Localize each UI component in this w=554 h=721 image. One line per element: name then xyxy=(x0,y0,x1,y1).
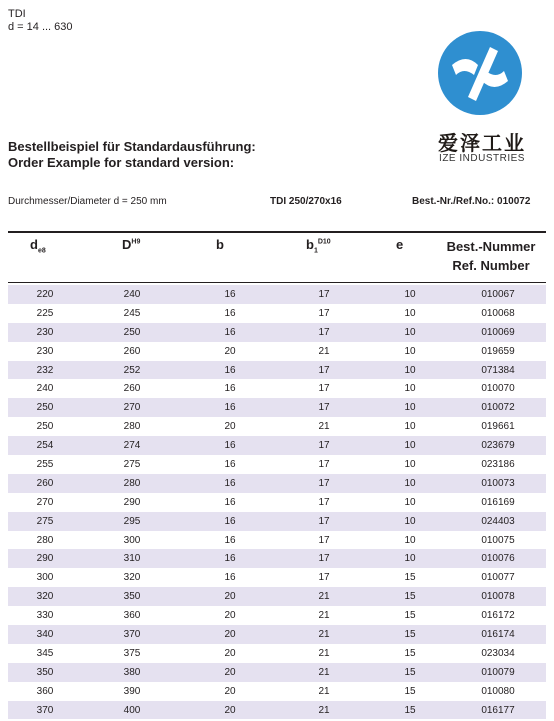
table-cell: 275 xyxy=(123,458,141,470)
example-diameter: Durchmesser/Diameter d = 250 mm xyxy=(8,196,167,207)
table-cell: 260 xyxy=(123,345,141,357)
header-d: $d_{e8}$ xyxy=(30,237,46,255)
table-cell: 16 xyxy=(182,512,278,531)
table-cell: 010076 xyxy=(450,549,546,568)
table-cell: 280 xyxy=(82,474,182,493)
table-cell: 10 xyxy=(370,285,450,304)
table-row xyxy=(8,436,546,455)
table-cell: 17 xyxy=(278,285,370,304)
table-cell: 023034 xyxy=(481,647,515,659)
table-cell: 21 xyxy=(278,663,370,682)
table-cell: 17 xyxy=(278,323,370,342)
table-cell: 340 xyxy=(8,625,82,644)
table-header-rule xyxy=(8,282,546,283)
table-cell: 290 xyxy=(8,549,82,568)
table-cell: 21 xyxy=(278,625,370,644)
example-ref-no: Best.-Nr./Ref.No.: 010072 xyxy=(412,196,531,207)
product-name: TDI xyxy=(8,8,26,20)
table-row xyxy=(8,606,546,625)
table-cell: 010070 xyxy=(481,383,515,395)
table-cell: 10 xyxy=(404,496,416,508)
table-cell: 375 xyxy=(123,647,141,659)
table-cell: 16 xyxy=(224,534,236,546)
table-cell: 400 xyxy=(82,701,182,720)
brand-name-en: IZE INDUSTRIES xyxy=(439,153,525,164)
table-cell: 019661 xyxy=(481,421,515,433)
table-cell: 10 xyxy=(404,534,416,546)
table-cell: 260 xyxy=(123,383,141,395)
table-cell: 15 xyxy=(370,587,450,606)
table-cell: 21 xyxy=(318,610,330,622)
table-row xyxy=(8,549,546,568)
table-row xyxy=(8,587,546,606)
table-cell: 20 xyxy=(182,625,278,644)
table-cell: 320 xyxy=(8,587,82,606)
ize-logo-icon xyxy=(438,31,522,115)
table-cell: 300 xyxy=(123,534,141,546)
table-cell: 270 xyxy=(82,398,182,417)
table-cell: 20 xyxy=(224,647,236,659)
table-cell: 230 xyxy=(8,323,82,342)
table-cell: 20 xyxy=(224,685,236,697)
table-cell: 15 xyxy=(404,572,416,584)
table-cell: 360 xyxy=(36,685,54,697)
table-row xyxy=(8,398,546,417)
table-cell: 310 xyxy=(82,549,182,568)
table-cell: 016177 xyxy=(450,701,546,720)
table-cell: 10 xyxy=(370,361,450,380)
table-cell: 010080 xyxy=(481,685,515,697)
heading-german: Bestellbeispiel für Standardausführung: xyxy=(8,139,256,154)
table-row xyxy=(8,285,546,304)
table-cell: 330 xyxy=(36,610,54,622)
table-cell: 16 xyxy=(182,398,278,417)
table-cell: 21 xyxy=(318,685,330,697)
table-cell: 10 xyxy=(370,398,450,417)
table-cell: 016172 xyxy=(481,610,515,622)
product-range: d = 14 ... 630 xyxy=(8,21,73,33)
table-cell: 16 xyxy=(182,285,278,304)
table-cell: 071384 xyxy=(450,361,546,380)
table-cell: 370 xyxy=(8,701,82,720)
table-row xyxy=(8,663,546,682)
table-cell: 019659 xyxy=(481,345,515,357)
table-cell: 250 xyxy=(82,323,182,342)
table-cell: 023679 xyxy=(450,436,546,455)
table-cell: 10 xyxy=(370,436,450,455)
table-cell: 16 xyxy=(182,549,278,568)
table-cell: 16 xyxy=(182,436,278,455)
table-cell: 15 xyxy=(404,610,416,622)
table-cell: 10 xyxy=(404,421,416,433)
table-row xyxy=(8,682,546,701)
table-cell: 15 xyxy=(370,625,450,644)
table-cell: 10 xyxy=(370,323,450,342)
table-cell: 15 xyxy=(370,663,450,682)
table-cell: 360 xyxy=(123,610,141,622)
table-cell: 16 xyxy=(182,474,278,493)
table-row xyxy=(8,455,546,474)
header-D: $D^{H9}$ xyxy=(122,237,141,252)
table-row xyxy=(8,323,546,342)
table-cell: 20 xyxy=(224,345,236,357)
table-cell: 370 xyxy=(82,625,182,644)
table-row xyxy=(8,493,546,512)
brand-name-cn: 爱泽工业 xyxy=(438,131,526,155)
table-cell: 17 xyxy=(278,549,370,568)
table-cell: 010075 xyxy=(481,534,515,546)
table-cell: 260 xyxy=(8,474,82,493)
table-cell: 016174 xyxy=(450,625,546,644)
table-cell: 10 xyxy=(404,345,416,357)
table-top-rule xyxy=(8,231,546,233)
table-cell: 010079 xyxy=(450,663,546,682)
table-cell: 240 xyxy=(36,383,54,395)
table-cell: 274 xyxy=(82,436,182,455)
table-cell: 17 xyxy=(278,512,370,531)
table-cell: 345 xyxy=(36,647,54,659)
table-cell: 16 xyxy=(224,383,236,395)
table-cell: 240 xyxy=(82,285,182,304)
header-b1: $b_1^{D10}$ xyxy=(306,237,331,255)
table-row xyxy=(8,625,546,644)
table-cell: 010078 xyxy=(450,587,546,606)
order-example-heading xyxy=(8,139,256,171)
table-cell: 010077 xyxy=(481,572,515,584)
table-cell: 270 xyxy=(36,496,54,508)
table-cell: 380 xyxy=(82,663,182,682)
table-cell: 15 xyxy=(404,647,416,659)
table-row xyxy=(8,568,546,587)
table-cell: 023186 xyxy=(481,458,515,470)
table-cell: 016169 xyxy=(481,496,515,508)
table-row xyxy=(8,304,546,323)
table-cell: 10 xyxy=(404,307,416,319)
table-cell: 010069 xyxy=(450,323,546,342)
table-cell: 16 xyxy=(182,361,278,380)
table-cell: 21 xyxy=(318,345,330,357)
table-cell: 320 xyxy=(123,572,141,584)
table-cell: 350 xyxy=(8,663,82,682)
table-cell: 225 xyxy=(36,307,54,319)
table-cell: 250 xyxy=(36,421,54,433)
header-b: b xyxy=(216,237,224,252)
table-cell: 10 xyxy=(370,474,450,493)
table-cell: 230 xyxy=(36,345,54,357)
table-cell: 295 xyxy=(82,512,182,531)
table-cell: 15 xyxy=(370,701,450,720)
table-cell: 16 xyxy=(224,572,236,584)
table-cell: 220 xyxy=(8,285,82,304)
table-cell: 280 xyxy=(36,534,54,546)
table-cell: 17 xyxy=(318,572,330,584)
heading-english: Order Example for standard version: xyxy=(8,155,235,170)
table-row xyxy=(8,342,546,361)
table-cell: 16 xyxy=(224,496,236,508)
table-row xyxy=(8,531,546,550)
table-row xyxy=(8,361,546,380)
table-cell: 16 xyxy=(182,323,278,342)
table-cell: 010067 xyxy=(450,285,546,304)
table-row xyxy=(8,701,546,720)
table-cell: 21 xyxy=(318,421,330,433)
table-cell: 17 xyxy=(278,361,370,380)
table-cell: 024403 xyxy=(450,512,546,531)
table-cell: 16 xyxy=(224,307,236,319)
table-cell: 255 xyxy=(36,458,54,470)
table-cell: 15 xyxy=(404,685,416,697)
table-row xyxy=(8,417,546,436)
table-cell: 21 xyxy=(318,647,330,659)
table-cell: 290 xyxy=(123,496,141,508)
table-cell: 245 xyxy=(123,307,141,319)
table-cell: 010068 xyxy=(481,307,515,319)
table-cell: 16 xyxy=(224,458,236,470)
table-cell: 17 xyxy=(278,398,370,417)
table-cell: 10 xyxy=(370,512,450,531)
example-type: TDI 250/270x16 xyxy=(270,196,342,207)
dimension-table-body xyxy=(8,285,546,719)
table-cell: 10 xyxy=(404,458,416,470)
table-cell: 17 xyxy=(278,436,370,455)
table-cell: 17 xyxy=(318,496,330,508)
table-cell: 17 xyxy=(318,307,330,319)
table-cell: 17 xyxy=(318,383,330,395)
table-cell: 17 xyxy=(278,474,370,493)
table-cell: 252 xyxy=(82,361,182,380)
table-row xyxy=(8,512,546,531)
table-cell: 20 xyxy=(224,610,236,622)
table-row xyxy=(8,474,546,493)
header-e: e xyxy=(396,237,404,252)
table-cell: 300 xyxy=(36,572,54,584)
table-cell: 10 xyxy=(404,383,416,395)
table-cell: 20 xyxy=(182,587,278,606)
table-cell: 20 xyxy=(182,701,278,720)
table-row xyxy=(8,379,546,398)
table-cell: 275 xyxy=(8,512,82,531)
product-header xyxy=(8,8,73,34)
table-cell: 17 xyxy=(318,534,330,546)
table-cell: 10 xyxy=(370,549,450,568)
table-cell: 17 xyxy=(318,458,330,470)
table-cell: 390 xyxy=(123,685,141,697)
header-ref-number: Best.-Nummer Ref. Number xyxy=(446,239,536,273)
table-cell: 010072 xyxy=(450,398,546,417)
table-row xyxy=(8,644,546,663)
table-cell: 254 xyxy=(8,436,82,455)
table-cell: 010073 xyxy=(450,474,546,493)
table-cell: 280 xyxy=(123,421,141,433)
table-cell: 350 xyxy=(82,587,182,606)
table-cell: 20 xyxy=(224,421,236,433)
table-cell: 20 xyxy=(182,663,278,682)
table-cell: 250 xyxy=(8,398,82,417)
table-cell: 21 xyxy=(278,701,370,720)
table-cell: 232 xyxy=(8,361,82,380)
table-cell: 21 xyxy=(278,587,370,606)
